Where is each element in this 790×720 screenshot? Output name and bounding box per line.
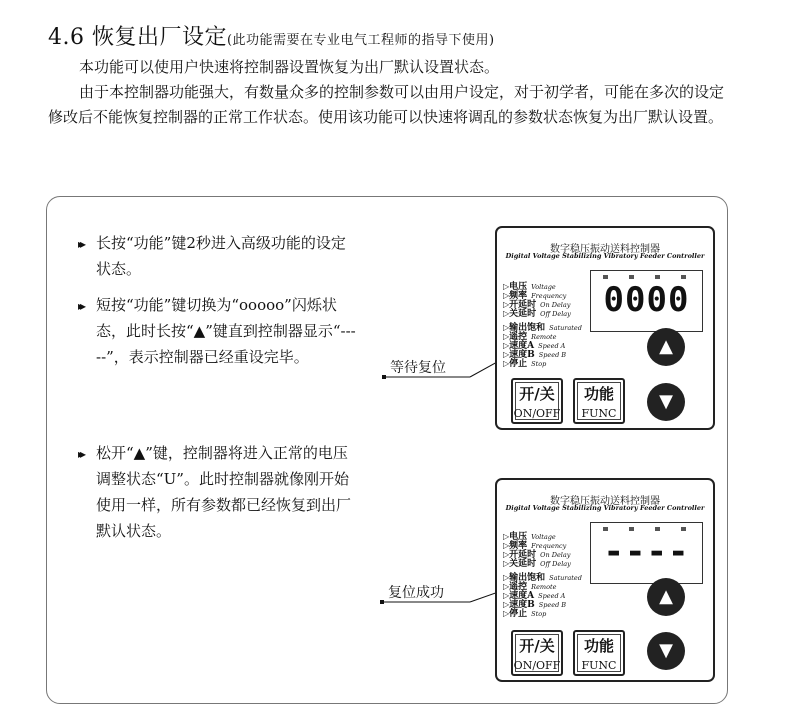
arrow-icon: ▷	[503, 282, 510, 291]
double-arrow-icon: ▸▸	[78, 299, 83, 313]
panel-subtitle: Digital Voltage Stabilizing Vibratory Feeder Controller	[505, 504, 705, 512]
display-tick	[603, 527, 608, 531]
display-tick	[655, 527, 660, 531]
label-voltage: ▷电压 Voltage	[503, 282, 556, 292]
on-off-label-cn: 开/关	[519, 385, 555, 403]
func-label-en: FUNC	[581, 659, 617, 672]
on-off-button[interactable]	[511, 378, 563, 424]
panel-title: 数字稳压振动送料控制器	[550, 244, 660, 255]
label-frequency: ▷频率 Frequency	[503, 291, 567, 301]
down-button[interactable]	[647, 632, 685, 670]
label-speed-a: ▷速度A Speed A	[503, 341, 566, 351]
leader-dot	[382, 375, 386, 379]
section-title: 4.6 恢复出厂设定(此功能需要在专业电气工程师的指导下使用)	[48, 25, 495, 50]
callout-reset-success: 复位成功	[388, 585, 444, 601]
func-label-cn: 功能	[583, 385, 614, 403]
up-arrow-icon: ▲	[659, 336, 673, 357]
on-off-label-cn: 开/关	[519, 637, 555, 655]
display-tick	[681, 527, 686, 531]
on-off-label-en: ON/OFF	[513, 659, 561, 672]
arrow-icon: ▷	[503, 309, 510, 318]
label-stop: ▷停止 Stop	[503, 359, 547, 369]
up-button[interactable]	[647, 328, 685, 366]
func-button[interactable]	[573, 630, 625, 676]
func-label-en: FUNC	[581, 407, 617, 420]
double-arrow-icon: ▸▸	[78, 447, 83, 461]
step-2-text: 短按“功能”键切换为“ooooo”闪烁状态，此时长按“▲”键直到控制器显示“-----”，表示控制器已经重设完毕。	[96, 296, 356, 366]
intro-paragraph: 本功能可以使用户快速将控制器设置恢复为出厂默认设置状态。	[79, 58, 500, 76]
step-3-text: 松开“▲”键，控制器将进入正常的电压调整状态“U”。此时控制器就像刚开始使用一样，所有参数都已经恢复到出厂默认状态。	[96, 444, 352, 540]
arrow-icon: ▷	[503, 350, 510, 359]
on-off-label-en: ON/OFF	[513, 407, 561, 420]
label-speed-b: ▷速度B Speed B	[503, 600, 567, 610]
down-arrow-icon: ▼	[659, 391, 673, 412]
arrow-icon: ▷	[503, 291, 510, 300]
down-arrow-icon: ▼	[659, 640, 673, 661]
arrow-icon: ▷	[503, 559, 510, 568]
display-tick	[629, 527, 634, 531]
seven-segment-display	[590, 270, 703, 332]
arrow-icon: ▷	[503, 582, 510, 591]
display-tick	[655, 275, 660, 279]
leader-dot	[380, 600, 384, 604]
controller-panel-success	[495, 478, 715, 682]
label-off-delay: ▷关延时 Off Delay	[503, 559, 571, 569]
arrow-icon: ▷	[503, 532, 510, 541]
arrow-icon: ▷	[503, 359, 510, 368]
label-stop: ▷停止 Stop	[503, 609, 547, 619]
arrow-icon: ▷	[503, 600, 510, 609]
up-arrow-icon: ▲	[659, 586, 673, 607]
label-speed-a: ▷速度A Speed A	[503, 591, 566, 601]
arrow-icon: ▷	[503, 323, 510, 332]
label-on-delay: ▷开延时 On Delay	[503, 550, 571, 560]
display-tick	[603, 275, 608, 279]
label-on-delay: ▷开延时 On Delay	[503, 300, 571, 310]
display-readout: ----	[603, 532, 690, 572]
label-frequency: ▷频率 Frequency	[503, 541, 567, 551]
down-button[interactable]	[647, 383, 685, 421]
display-readout: 0000	[603, 280, 690, 320]
arrow-icon: ▷	[503, 541, 510, 550]
arrow-icon: ▷	[503, 332, 510, 341]
arrow-icon: ▷	[503, 300, 510, 309]
controller-panel-waiting	[495, 226, 715, 430]
seven-segment-display	[590, 522, 703, 584]
label-remote: ▷遥控 Remote	[503, 582, 557, 592]
panel-subtitle: Digital Voltage Stabilizing Vibratory Feeder Controller	[505, 252, 705, 260]
label-voltage: ▷电压 Voltage	[503, 532, 556, 542]
arrow-icon: ▷	[503, 609, 510, 618]
double-arrow-icon: ▸▸	[78, 237, 83, 251]
detail-paragraph: 由于本控制器功能强大，有数量众多的控制参数可以由用户设定，对于初学者，可能在多次的设定修改后不能恢复控制器的正常工作状态。使用该功能可以快速将调乱的参数状态恢复为出厂默认设置。	[48, 83, 725, 126]
label-saturated: ▷输出饱和 Saturated	[503, 573, 582, 583]
arrow-icon: ▷	[503, 591, 510, 600]
display-tick	[629, 275, 634, 279]
on-off-button[interactable]	[511, 630, 563, 676]
func-label-cn: 功能	[583, 637, 614, 655]
display-tick	[681, 275, 686, 279]
callout-waiting-reset: 等待复位	[390, 360, 446, 376]
arrow-icon: ▷	[503, 573, 510, 582]
label-remote: ▷遥控 Remote	[503, 332, 557, 342]
arrow-icon: ▷	[503, 550, 510, 559]
func-button[interactable]	[573, 378, 625, 424]
up-button[interactable]	[647, 578, 685, 616]
step-1-text: 长按“功能”键2秒进入高级功能的设定状态。	[96, 234, 346, 278]
title-note: (此功能需要在专业电气工程师的指导下使用)	[226, 33, 495, 48]
label-speed-b: ▷速度B Speed B	[503, 350, 567, 360]
panel-title: 数字稳压振动送料控制器	[550, 496, 660, 507]
arrow-icon: ▷	[503, 341, 510, 350]
label-off-delay: ▷关延时 Off Delay	[503, 309, 571, 319]
label-saturated: ▷输出饱和 Saturated	[503, 323, 582, 333]
